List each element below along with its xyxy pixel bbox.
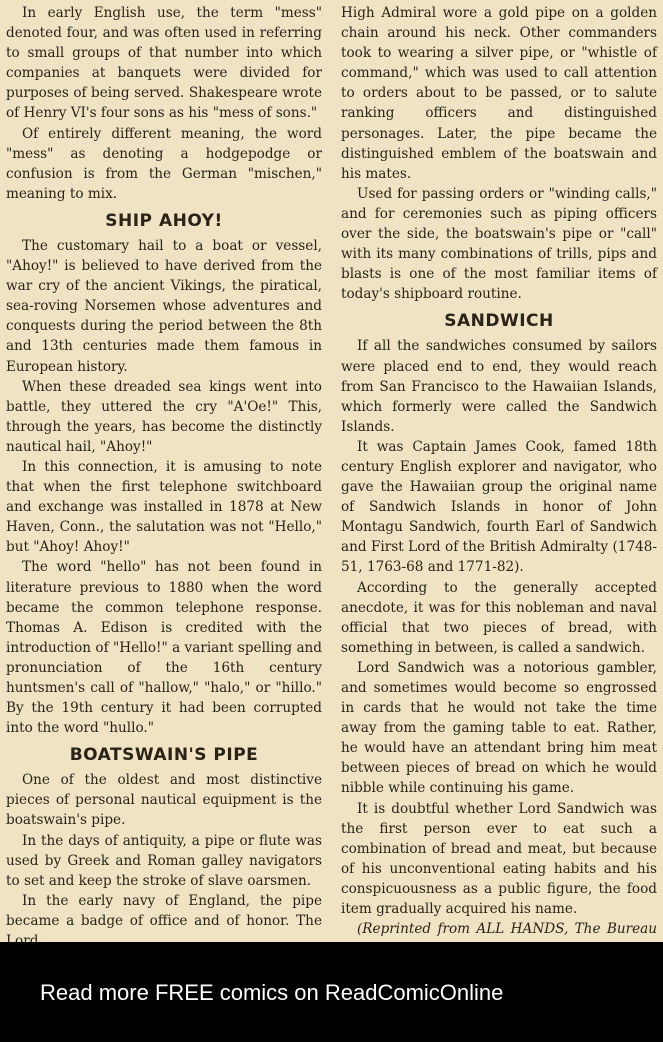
- paragraph-ahoy-origin: The customary hail to a boat or vessel, "Ahoy!" is believed to have derived from the war cry of the ancient Vikings, the piratical, sea-roving Norsemen whose adventures and conquests during the period between the 8th and 13th centuries made them famous in European history.: [6, 237, 322, 375]
- paragraph-pipe-antiquity: In the days of antiquity, a pipe or flute was used by Greek and Roman galley navigators to set and keep the stroke of slave oarsmen.: [6, 832, 322, 889]
- paragraph-sandwich-islands: If all the sandwiches consumed by sailors were placed end to end, they would reach from San Francisco to the Hawaiian Islands, which formerly were called the Sandwich Islands.: [341, 338, 657, 435]
- heading-boatswains-pipe: BOATSWAIN'S PIPE: [69, 745, 259, 766]
- paragraph-admiral-pipe: High Admiral wore a gold pipe on a golden chain around his neck. Other commanders took to wearing a silver pipe, or "whistle of command," which was used to call attention to orders about to be passed, or to salute ranking officers and distinguished personages. Later, the pipe became the distinguished emblem of the boatswain and his mates.: [341, 5, 657, 182]
- reprint-credit: (Reprinted from ALL HANDS, The Bureau: [357, 921, 657, 938]
- right-column: [341, 3, 657, 959]
- paragraph-captain-cook: It was Captain James Cook, famed 18th century English explorer and navigator, who gave the Hawaiian group the original name of Sandwich Islands in honor of John Montagu Sandwich, fourth Earl of Sandwich and First Lord of the British Admiralty (1748-51, 1763-68 and 1771-82).: [341, 438, 657, 576]
- paragraph-telephone: In this connection, it is amusing to note that when the first telephone switchboard and exchange was installed in 1878 at New Haven, Conn., the salutation was not "Hello," but "Ahoy! Ahoy!": [6, 458, 322, 556]
- heading-ship-ahoy: SHIP AHOY!: [105, 210, 223, 231]
- paragraph-pipe-england: In the early navy of England, the pipe became a badge of office and of honor. The: [6, 892, 322, 929]
- paragraph-sea-kings: When these dreaded sea kings went into battle, they uttered the cry "A'Oe!" This, through the years, has become the distinctly nautical hail, "Ahoy!": [6, 378, 322, 455]
- paragraph-mess-mischen: Of entirely different meaning, the word "mess" as denoting a hodgepodge or confusion is from the German "mischen," meaning to mix.: [6, 125, 322, 202]
- paragraph-hello: The word "hello" has not been found in literature previous to 1880 when the word became the common telephone response. Thomas A. Edison is credited with the introduction of "Hello!" a variant spelling and pronunciation of the 16th century huntsmen's call of "hallow," "halo," or "hillo." By the 19th century it had been corrupted into the word "hullo.": [6, 559, 322, 737]
- footer-banner: [0, 942, 663, 1042]
- paragraph-winding-calls: Used for passing orders or "winding calls," and for ceremonies such as piping officers over the side, the boatswain's pipe or "call" with its many combinations of trills, pips and blasts is one of the most familiar items of today's shipboard routine.: [341, 185, 657, 303]
- paragraph-mess-four: In early English use, the term "mess" denoted four, and was often used in referring to small groups of that number into which companies at banquets were divided for purposes of being served. Shakespeare wrote of Henry VI's four sons as his "mess of sons.": [6, 5, 322, 122]
- heading-sandwich: SANDWICH: [444, 311, 554, 332]
- paragraph-pipe-intro: One of the oldest and most distinctive pieces of personal nautical equipment is the boatswain's pipe.: [6, 772, 322, 829]
- paragraph-anecdote: According to the generally accepted anecdote, it was for this nobleman and naval official that two pieces of bread, with something in between, is called a sandwich.: [341, 579, 657, 656]
- paragraph-gambler: Lord Sandwich was a notorious gambler, and sometimes would become so engrossed in cards that he would not take the time away from the gaming table to eat. Rather, he would have an attendant bring him meat between pieces of bread on which he would nibble while continuing his game.: [341, 659, 657, 797]
- footer-promo-text: Read more FREE comics on ReadComicOnline: [40, 980, 504, 1005]
- paragraph-doubtful: It is doubtful whether Lord Sandwich was the first person ever to eat such a combination of bread and meat, but because of his unconventional eating habits and his conspicuousness as a public figure, the food item gradually acquired his name.: [341, 800, 657, 918]
- left-column: [6, 3, 322, 951]
